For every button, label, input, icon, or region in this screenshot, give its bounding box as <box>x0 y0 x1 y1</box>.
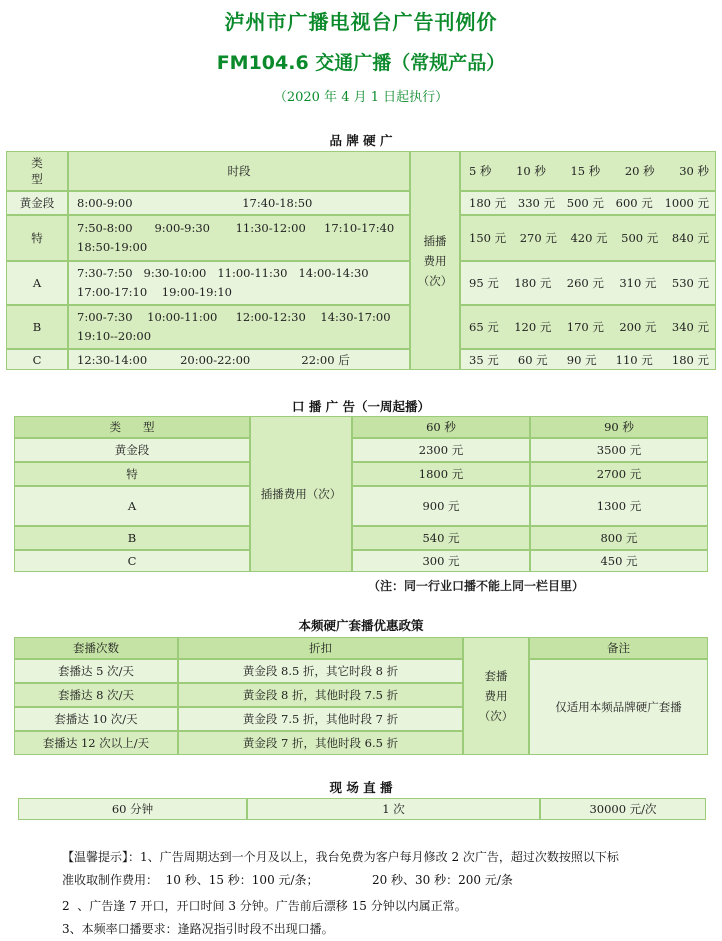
hard-row-prices <box>460 261 716 305</box>
package-col-count-header: 套播次数 <box>14 637 178 659</box>
price-cell: 540 元 <box>352 526 530 550</box>
hard-row-time: 7:30-7:50 9:30-10:00 11:00-11:30 14:00-14:30 17:00-17:10 19:00-19:10 <box>68 261 410 305</box>
hard-row-time: 7:00-7:30 10:00-11:00 12:00-12:30 14:30-17:00 19:10--20:00 <box>68 305 410 349</box>
price-cell: 95 元 <box>469 276 499 290</box>
tips-line-4: 3、本频率口播要求：逢路况指引时段不出现口播。 <box>62 922 334 936</box>
hard-col-type-header: 类 型 <box>6 151 68 191</box>
oral-row-type: 特 <box>14 462 250 486</box>
price-cell: 900 元 <box>352 486 530 526</box>
oral-duration-60: 60 秒 <box>352 416 530 438</box>
price-cell: 300 元 <box>352 550 530 572</box>
oral-row-type: A <box>14 486 250 526</box>
hard-row-type: A <box>6 261 68 305</box>
hard-row-prices <box>460 349 716 370</box>
price-cell: 800 元 <box>530 526 708 550</box>
package-row-count: 套播达 10 次/天 <box>14 707 178 731</box>
hard-row-prices <box>460 191 716 215</box>
price-cell: 1000 元 <box>664 196 709 210</box>
price-cell: 180 元 <box>514 276 552 290</box>
price-cell: 200 元 <box>619 320 657 334</box>
tips-line-2: 准收取制作费用： 10 秒、15 秒：100 元/条； 20 秒、30 秒：200 元/条 <box>62 873 513 887</box>
hard-fee-label: 插播 费用 （次） <box>410 151 460 370</box>
hard-duration-header <box>460 151 716 191</box>
price-cell: 2300 元 <box>352 438 530 462</box>
price-cell: 310 元 <box>619 276 657 290</box>
price-cell: 180 元 <box>671 352 709 367</box>
price-cell: 600 元 <box>615 196 653 210</box>
hard-row-type: B <box>6 305 68 349</box>
price-cell: 420 元 <box>570 231 608 245</box>
price-cell: 170 元 <box>566 320 604 334</box>
package-row-discount: 黄金段 8.5 折，其它时段 8 折 <box>178 659 463 683</box>
price-cell: 260 元 <box>566 276 604 290</box>
price-cell: 270 元 <box>519 231 557 245</box>
price-cell: 840 元 <box>671 231 709 245</box>
hard-row-time: 12:30-14:00 20:00-22:00 22:00 后 <box>68 349 410 370</box>
oral-ad-note: （注：同一行业口播不能上同一栏目里） <box>368 579 585 593</box>
hard-row-time: 8:00-9:00 17:40-18:50 <box>68 191 410 215</box>
hard-row-prices <box>460 215 716 261</box>
price-cell: 60 元 <box>517 352 548 367</box>
live-times: 1 次 <box>247 798 540 820</box>
price-cell: 2700 元 <box>530 462 708 486</box>
package-row-count: 套播达 5 次/天 <box>14 659 178 683</box>
price-cell: 120 元 <box>514 320 552 334</box>
live-duration: 60 分钟 <box>18 798 247 820</box>
hard-duration-20: 20 秒 <box>624 164 655 178</box>
price-cell: 500 元 <box>566 196 604 210</box>
hard-row-time: 7:50-8:00 9:00-9:30 11:30-12:00 17:10-17:40 18:50-19:00 <box>68 215 410 261</box>
price-cell: 330 元 <box>517 196 555 210</box>
package-row-discount: 黄金段 8 折，其他时段 7.5 折 <box>178 683 463 707</box>
price-cell: 90 元 <box>566 352 597 367</box>
package-remark: 仅适用本频品牌硬广套播 <box>529 659 708 755</box>
hard-row-type: C <box>6 349 68 370</box>
price-cell: 110 元 <box>615 352 653 367</box>
oral-row-type: 黄金段 <box>14 438 250 462</box>
page-title: 泸州市广播电视台广告刊例价 <box>224 10 498 34</box>
hard-row-prices <box>460 305 716 349</box>
package-col-remark-header: 备注 <box>529 637 708 659</box>
price-cell: 3500 元 <box>530 438 708 462</box>
hard-duration-5: 5 秒 <box>469 164 492 178</box>
package-row-count: 套播达 12 次以上/天 <box>14 731 178 755</box>
package-section-title: 本频硬广套播优惠政策 <box>298 618 424 633</box>
hard-row-type: 特 <box>6 215 68 261</box>
price-cell: 35 元 <box>469 352 499 367</box>
hard-duration-30: 30 秒 <box>679 164 709 178</box>
price-cell: 1800 元 <box>352 462 530 486</box>
hard-duration-10: 10 秒 <box>516 164 546 178</box>
tips-line-3: 2 、广告逢 7 开口，开口时间 3 分钟。广告前后漂移 15 分钟以内属正常。 <box>62 899 467 913</box>
oral-duration-90: 90 秒 <box>530 416 708 438</box>
tips-line-1: 【温馨提示】：1、广告周期达到一个月及以上，我台免费为客户每月修改 2 次广告，超过次数按照以下标 <box>62 850 619 864</box>
page-subtitle: FM104.6 交通广播（常规产品） <box>216 52 506 74</box>
package-fee-label: 套播 费用 （次） <box>463 637 529 755</box>
oral-col-type-header: 类 型 <box>14 416 250 438</box>
hard-row-type: 黄金段 <box>6 191 68 215</box>
oral-row-type: C <box>14 550 250 572</box>
price-cell: 340 元 <box>671 320 709 334</box>
hard-col-time-header: 时段 <box>68 151 410 191</box>
price-cell: 1300 元 <box>530 486 708 526</box>
effective-date: （2020 年 4 月 1 日起执行） <box>273 90 449 105</box>
live-price: 30000 元/次 <box>540 798 706 820</box>
price-cell: 530 元 <box>671 276 709 290</box>
hard-ad-section-title: 品 牌 硬 广 <box>329 133 393 148</box>
live-section-title: 现 场 直 播 <box>329 780 393 795</box>
package-row-count: 套播达 8 次/天 <box>14 683 178 707</box>
oral-row-type: B <box>14 526 250 550</box>
price-cell: 150 元 <box>469 231 507 245</box>
hard-duration-15: 15 秒 <box>570 164 601 178</box>
package-row-discount: 黄金段 7.5 折，其他时段 7 折 <box>178 707 463 731</box>
price-cell: 450 元 <box>530 550 708 572</box>
oral-fee-label: 插播费用（次） <box>250 416 352 572</box>
package-row-discount: 黄金段 7 折，其他时段 6.5 折 <box>178 731 463 755</box>
oral-ad-section-title: 口 播 广 告（一周起播） <box>291 399 431 414</box>
price-cell: 180 元 <box>469 196 507 210</box>
price-cell: 500 元 <box>621 231 659 245</box>
price-cell: 65 元 <box>469 320 499 334</box>
package-col-discount-header: 折扣 <box>178 637 463 659</box>
